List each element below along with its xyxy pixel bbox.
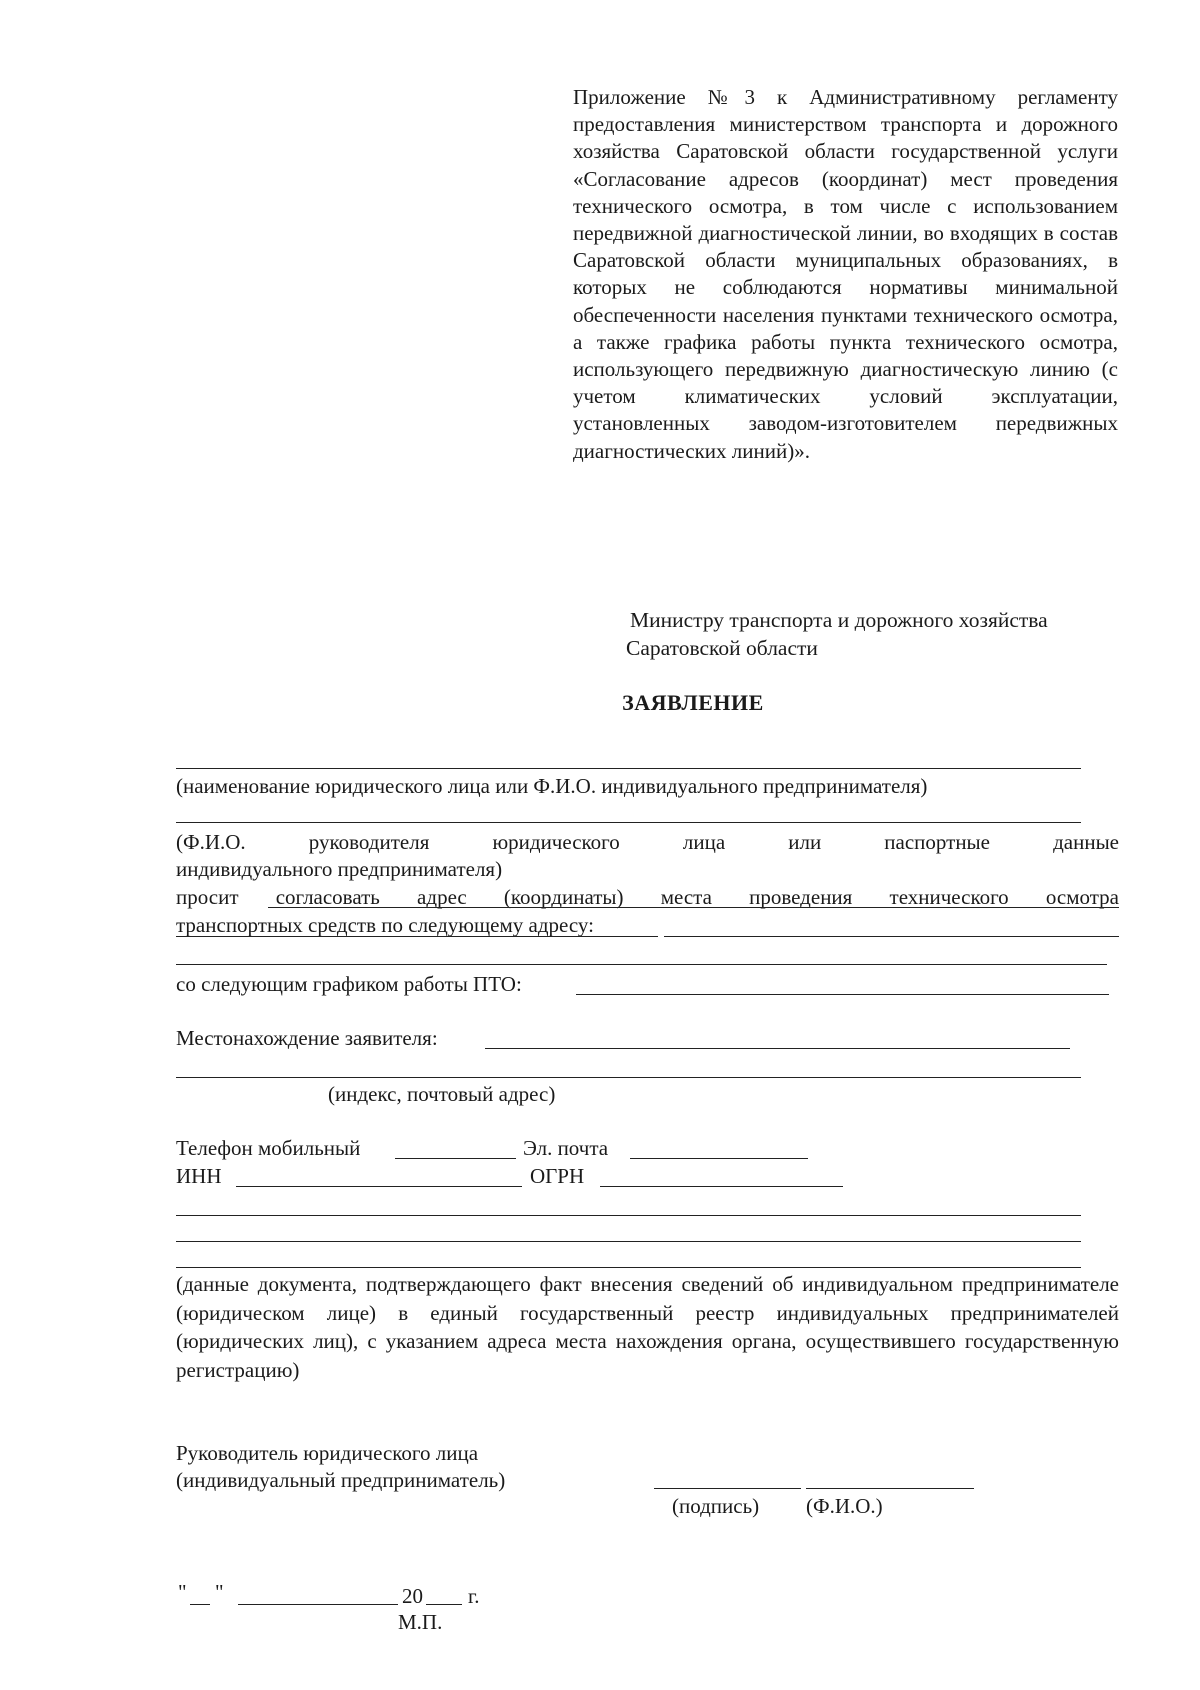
signature-field[interactable] [654, 1488, 801, 1489]
schedule-label: со следующим графиком работы ПТО: [176, 972, 522, 996]
date-year-field[interactable] [426, 1604, 462, 1605]
stamp-label: М.П. [398, 1610, 443, 1634]
registry-field-3[interactable] [176, 1267, 1081, 1268]
schedule-field[interactable] [576, 994, 1109, 995]
signature-sign-caption: (подпись) [672, 1494, 760, 1518]
phone-field[interactable] [395, 1158, 516, 1159]
head-caption-line-1: (Ф.И.О. руководителя юридического лица или паспортные данные [176, 830, 1119, 854]
signature-role-line-1: Руководитель юридического лица [176, 1441, 479, 1465]
inn-field[interactable] [236, 1186, 522, 1187]
signature-name-caption: (Ф.И.О.) [806, 1494, 883, 1518]
head-name-field[interactable] [176, 822, 1081, 823]
ogrn-field[interactable] [600, 1186, 843, 1187]
address-field-1[interactable] [664, 936, 1119, 937]
email-label: Эл. почта [523, 1136, 609, 1160]
head-caption-line-2: индивидуального предпринимателя) [176, 857, 503, 881]
date-quote-open: " [178, 1580, 187, 1604]
addressee-line-2: Саратовской области [626, 636, 818, 660]
date-month-field[interactable] [238, 1604, 398, 1605]
signature-name-field[interactable] [806, 1488, 974, 1489]
registry-caption: (данные документа, подтверждающего факт внесения сведений об индивидуальном предпринимателе (юридическом лице) в единый государственный реестр индивидуальных предпринимателей (юридических лиц), с указанием адреса места нахождения органа, осуществившего государственную регистрацию) [176, 1272, 1119, 1382]
email-field[interactable] [630, 1158, 808, 1159]
document-title-text: ЗАЯВЛЕНИЕ [622, 690, 764, 715]
request-line-1-text: просит согласовать адрес (координаты) места проведения технического осмотра [176, 885, 1119, 909]
request-underline-2 [176, 936, 658, 937]
addressee [626, 606, 1048, 662]
document-title [0, 690, 1200, 716]
location-field-1[interactable] [485, 1048, 1070, 1049]
registry-field-2[interactable] [176, 1241, 1081, 1242]
request-line-2: транспортных средств по следующему адресу: [176, 913, 594, 937]
address-field-2[interactable] [176, 964, 1107, 965]
phone-label: Телефон мобильный [176, 1136, 361, 1160]
date-quote-close: " [215, 1580, 224, 1604]
ogrn-label: ОГРН [530, 1164, 585, 1188]
location-caption: (индекс, почтовый адрес) [328, 1082, 556, 1106]
date-year-suffix: г. [468, 1584, 480, 1608]
location-label: Местонахождение заявителя: [176, 1026, 438, 1050]
annex-header: Приложение №3 к Административному регламенту предоставления министерством транспорта и дорожного хозяйства Саратовской области государственной услуги «Согласование адресов (координат) мест проведения технического осмотра, в том числе с использованием передвижной диагностической линии, во входящих в состав Саратовской области муниципальных образованиях, в которых не соблюдаются нормативы минимальной обеспеченности населения пунктами технического осмотра, а также графика работы пункта технического осмотра, использующего передвижную диагностическую линию (с учетом климатических условий эксплуатации, установленных заводом-изготовителем передвижных диагностических линий)». [573, 85, 1118, 463]
date-day-field[interactable] [190, 1604, 210, 1605]
signature-role-line-2: (индивидуальный предприниматель) [176, 1468, 506, 1492]
addressee-line-1: Министру транспорта и дорожного хозяйства [630, 608, 1048, 632]
inn-label: ИНН [176, 1164, 222, 1188]
org-name-caption: (наименование юридического лица или Ф.И.О. индивидуального предпринимателя) [176, 774, 928, 798]
request-underline-1 [268, 907, 1119, 908]
registry-field-1[interactable] [176, 1215, 1081, 1216]
date-year-prefix: 20 [402, 1584, 423, 1608]
location-field-2[interactable] [176, 1077, 1081, 1078]
org-name-field[interactable] [176, 768, 1081, 769]
